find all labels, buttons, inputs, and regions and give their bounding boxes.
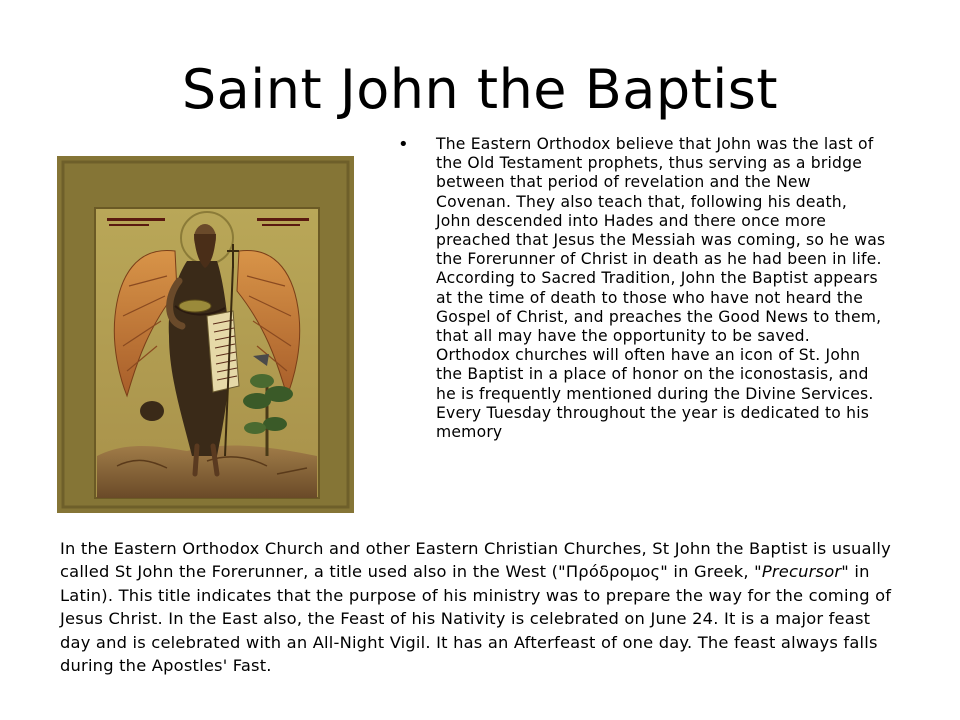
bullet-paragraph: The Eastern Orthodox believe that John was the last of the Old Testament prophets, thus serving as a bridge between that period of revelation and the New Covenan. They also teach that, following his death, John descended into Hades and there once more preached that Jesus the Messiah was coming, so he was the Forerunner of Christ in death as he had been in life. According to Sacred Tradition, John the Baptist appears at the time of death to those who have not heard the Gospel of Christ, and preaches the Good News to them, that all may have the opportunity to be saved. Orthodox churches will often have an icon of St. John the Baptist in a place of honor on the iconostasis, and he is frequently mentioned during the Divine Services. Every Tuesday throughout the year is dedicated to his memory [436,135,886,442]
icon-painting-svg [57,156,354,513]
slide-title: Saint John the Baptist [181,58,779,121]
john-the-baptist-icon-image [57,156,354,513]
body-text-part2: " in Latin). This title indicates that the purpose of his ministry was to prepare the way for the coming of Jesus Christ. In the East also, the Feast of his Nativity is celebrated on June 24. It is a major feast day and is celebrated with an All-Night Vigil. It has an Afterfeast of one day. The feast always falls during the Apostles' Fast. [60,562,892,676]
scroll [207,311,239,392]
chalice [179,300,211,312]
body-paragraph [60,537,900,677]
body-text-part1: In the Eastern Orthodox Church and other Eastern Christian Churches, St John the Baptist is usually called St John the Forerunner, a title used also in the West ("Πρόδρομος" in Greek, " [60,539,891,582]
basin-with-head [140,401,164,421]
bullet-list [398,135,886,442]
bullet-marker: • [398,134,409,155]
precursor-term: Precursor [761,562,842,582]
